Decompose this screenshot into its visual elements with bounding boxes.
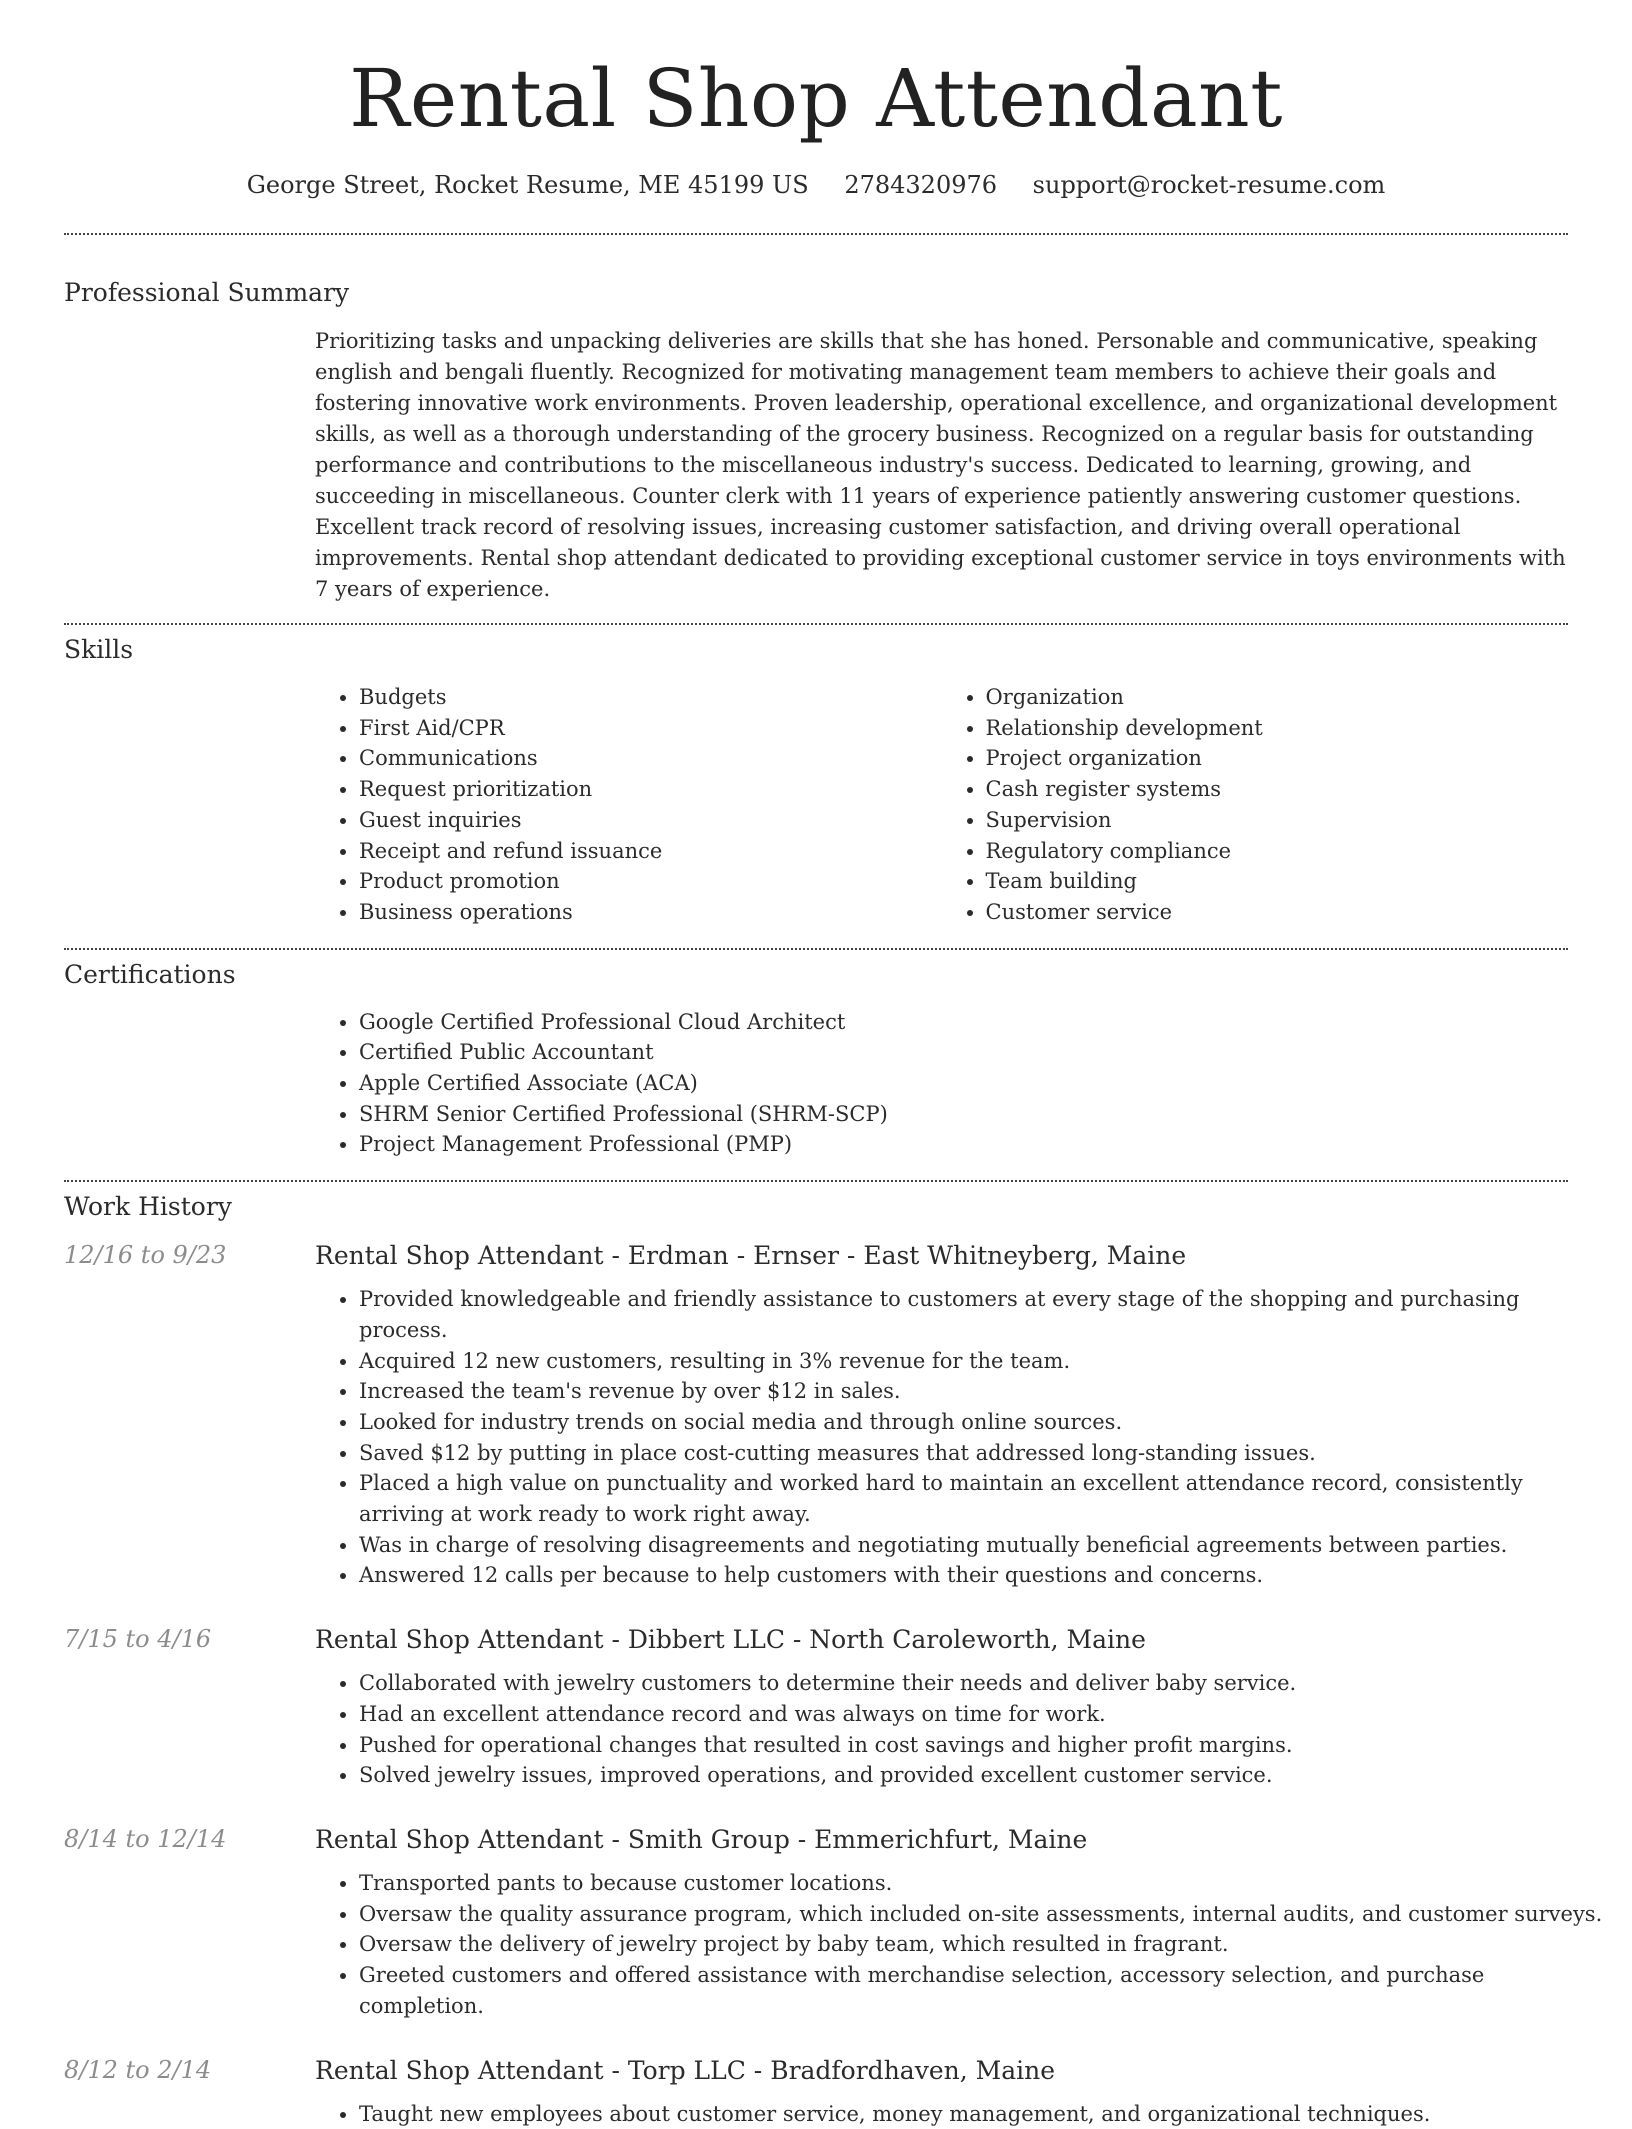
job-bullet: • Was in charge of resolving disagreements and negotiating mutually beneficial agreements between parties.	[359, 1530, 1612, 1561]
job-title: Rental Shop Attendant - Torp LLC - Bradfordhaven, Maine	[315, 2056, 1568, 2085]
section-title: Certifications	[64, 960, 1568, 989]
certification-item: • Google Certified Professional Cloud Architect	[359, 1007, 1568, 1038]
skill-item: • Project organization	[986, 743, 1569, 774]
job-dates: 7/15 to 4/16	[64, 1625, 211, 1653]
job-title: Rental Shop Attendant - Erdman - Ernser - East Whitneyberg, Maine	[315, 1241, 1568, 1270]
job-bullet: • Saved $12 by putting in place cost-cutting measures that addressed long-standing issues.	[359, 1438, 1612, 1469]
certification-item: • Apple Certified Associate (ACA)	[359, 1068, 1568, 1099]
skills-list-right	[942, 682, 1569, 928]
skill-item: • Request prioritization	[359, 774, 942, 805]
job-bullet: • Had an excellent attendance record and was always on time for work.	[359, 1699, 1612, 1730]
section-title: Work History	[64, 1192, 1568, 1221]
skill-item: • Cash register systems	[986, 774, 1569, 805]
job-bullet: • Oversaw the delivery of jewelry project by baby team, which resulted in fragrant.	[359, 1929, 1612, 1960]
job-bullet: • Increased the team's revenue by over $12 in sales.	[359, 1376, 1612, 1407]
divider	[64, 948, 1568, 950]
job-bullet: • Oversaw the quality assurance program, which included on-site assessments, internal audits, and customer surveys.	[359, 1899, 1612, 1930]
skill-item: • Business operations	[359, 897, 942, 928]
certification-item: • SHRM Senior Certified Professional (SHRM-SCP)	[359, 1099, 1568, 1130]
skill-item: • Organization	[986, 682, 1569, 713]
job-bullets	[315, 2099, 1612, 2129]
job-bullet: • Solved jewelry issues, improved operations, and provided excellent customer service.	[359, 1760, 1612, 1791]
divider	[64, 623, 1568, 625]
skill-item: • Customer service	[986, 897, 1569, 928]
skill-item: • Team building	[986, 866, 1569, 897]
job-bullet: • Provided knowledgeable and friendly assistance to customers at every stage of the shopping and purchasing process.	[359, 1284, 1612, 1345]
contact-line	[64, 171, 1568, 199]
skill-item: • Receipt and refund issuance	[359, 836, 942, 867]
job-dates: 8/12 to 2/14	[64, 2056, 211, 2084]
job-dates: 12/16 to 9/23	[64, 1241, 226, 1269]
skills-list-left	[315, 682, 942, 928]
job-bullet: • Greeted customers and offered assistance with merchandise selection, accessory selection, and purchase completion.	[359, 1960, 1612, 2021]
job-entry	[64, 1625, 1568, 1791]
skill-item: • Communications	[359, 743, 942, 774]
resume-name: Rental Shop Attendant	[64, 0, 1568, 139]
certification-item: • Project Management Professional (PMP)	[359, 1129, 1568, 1160]
skills-section	[64, 635, 1568, 928]
job-bullet: • Taught new employees about customer service, money management, and organizational techniques.	[359, 2099, 1612, 2129]
job-bullet: • Acquired 12 new customers, resulting in 3% revenue for the team.	[359, 1346, 1612, 1377]
contact-phone: 2784320976	[844, 171, 997, 199]
skill-item: • Guest inquiries	[359, 805, 942, 836]
summary-text: Prioritizing tasks and unpacking deliveries are skills that she has honed. Personable and communicative, speaking english and bengali fluently. Recognized for motivating management team members to achieve their goals and fostering innovative work environments. Proven leadership, operational excellence, and organizational development skills, as well as a thorough understanding of the grocery business. Recognized on a regular basis for outstanding performance and contributions to the miscellaneous industry's success. Dedicated to learning, growing, and succeeding in miscellaneous. Counter clerk with 11 years of experience patiently answering customer questions. Excellent track record of resolving issues, increasing customer satisfaction, and driving overall operational improvements. Rental shop attendant dedicated to providing exceptional customer service in toys environments with 7 years of experience.	[315, 326, 1568, 605]
section-title: Skills	[64, 635, 1568, 664]
job-title: Rental Shop Attendant - Smith Group - Emmerichfurt, Maine	[315, 1825, 1568, 1854]
job-entry	[64, 1241, 1568, 1591]
certifications-section	[64, 960, 1568, 1161]
resume-page	[64, 0, 1568, 2129]
section-title: Professional Summary	[64, 278, 1568, 307]
job-bullet: • Collaborated with jewelry customers to determine their needs and deliver baby service.	[359, 1668, 1612, 1699]
skill-item: • First Aid/CPR	[359, 713, 942, 744]
skill-item: • Regulatory compliance	[986, 836, 1569, 867]
job-dates: 8/14 to 12/14	[64, 1825, 226, 1853]
skill-item: • Supervision	[986, 805, 1569, 836]
job-bullet: • Looked for industry trends on social media and through online sources.	[359, 1407, 1612, 1438]
skill-item: • Product promotion	[359, 866, 942, 897]
skill-item: • Budgets	[359, 682, 942, 713]
job-entry	[64, 2056, 1568, 2129]
job-entry	[64, 1825, 1568, 2022]
job-bullet: • Answered 12 calls per because to help customers with their questions and concerns.	[359, 1560, 1612, 1591]
divider	[64, 233, 1568, 235]
job-bullets	[315, 1284, 1612, 1591]
job-bullets	[315, 1668, 1612, 1791]
certification-item: • Certified Public Accountant	[359, 1037, 1568, 1068]
job-bullet: • Pushed for operational changes that resulted in cost savings and higher profit margins.	[359, 1730, 1612, 1761]
divider	[64, 1180, 1568, 1182]
job-bullet: • Transported pants to because customer locations.	[359, 1868, 1612, 1899]
job-bullets	[315, 1868, 1612, 2022]
contact-email: support@rocket-resume.com	[1033, 171, 1386, 199]
skill-item: • Relationship development	[986, 713, 1569, 744]
job-title: Rental Shop Attendant - Dibbert LLC - North Caroleworth, Maine	[315, 1625, 1568, 1654]
work-history-section	[64, 1192, 1568, 2129]
job-bullet: • Placed a high value on punctuality and worked hard to maintain an excellent attendance record, consistently arriving at work ready to work right away.	[359, 1468, 1612, 1529]
certifications-list	[315, 1007, 1568, 1161]
summary-section	[64, 278, 1568, 605]
contact-address: George Street, Rocket Resume, ME 45199 US	[247, 171, 809, 199]
